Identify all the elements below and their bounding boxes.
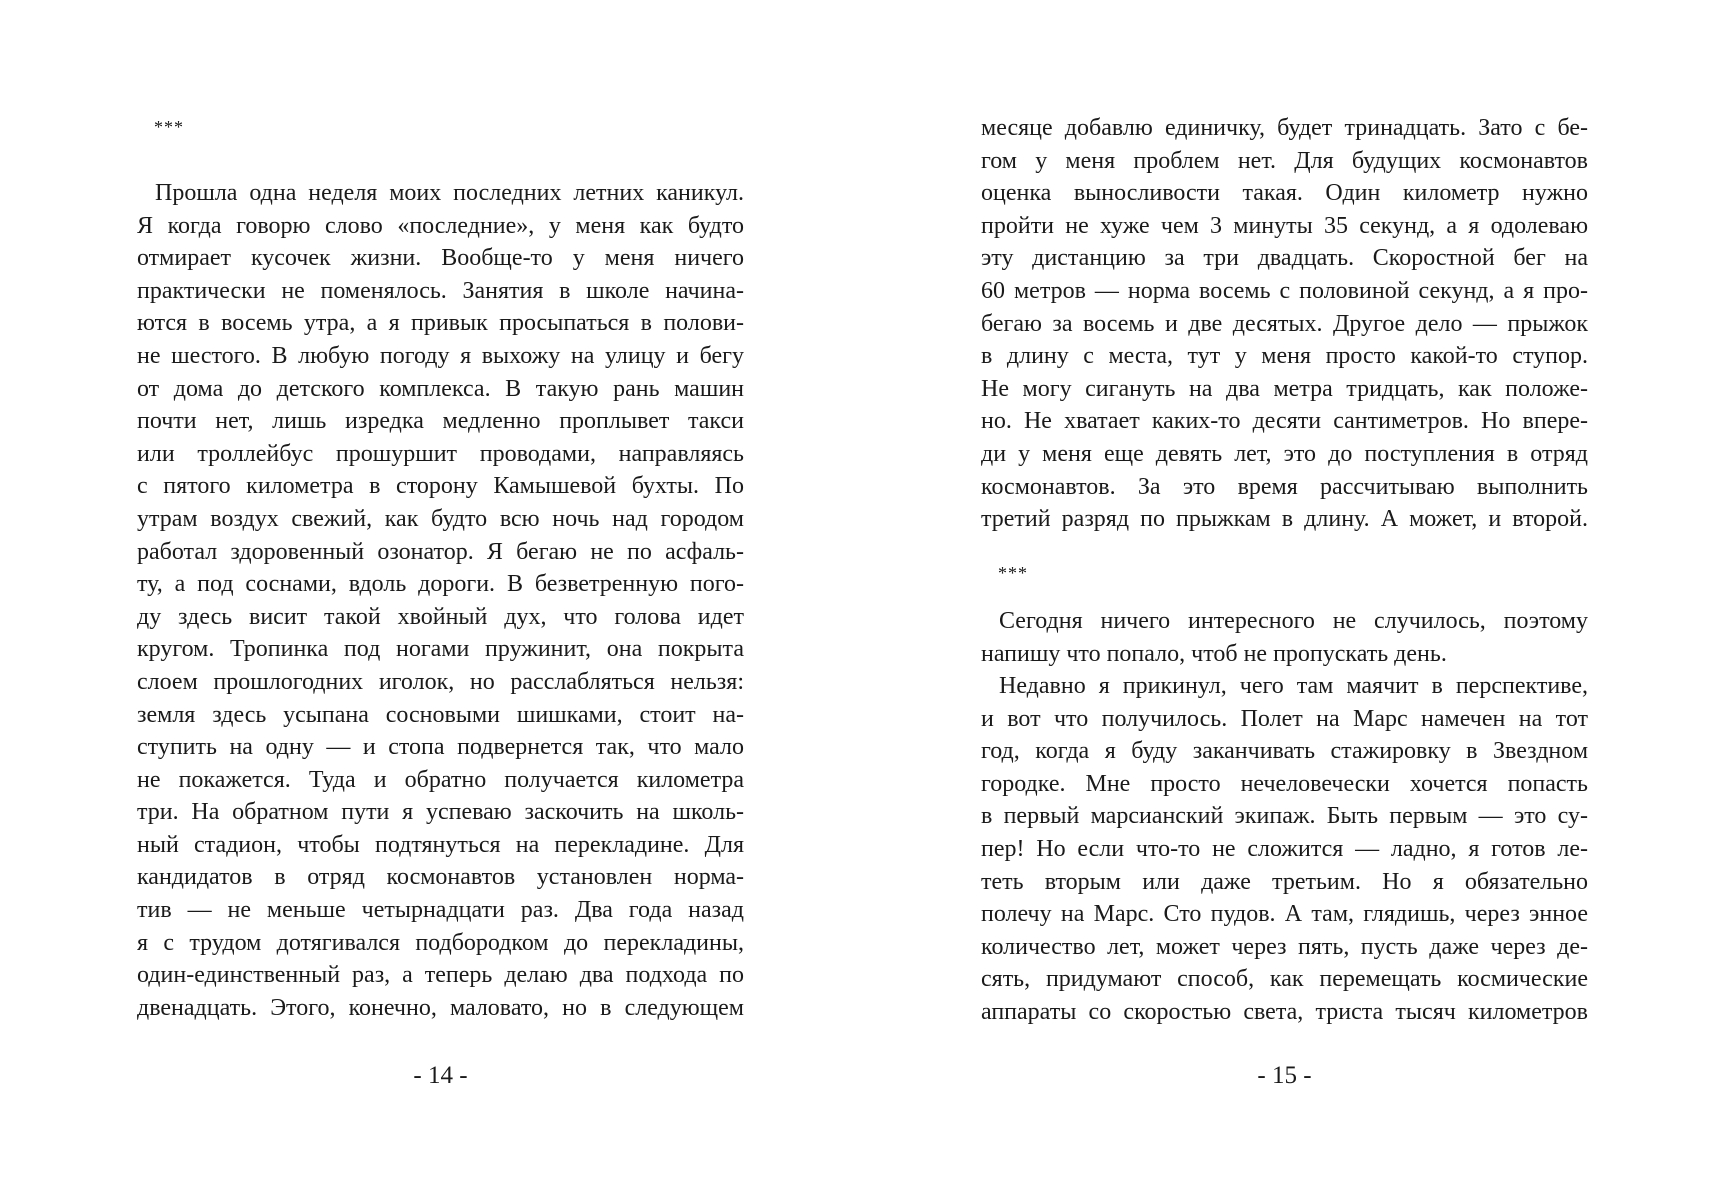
text-line: Не могу сигануть на два метра тридцать, как положе- xyxy=(981,375,1588,402)
text-line: аппараты со скоростью света, триста тысяч километров xyxy=(981,998,1588,1025)
text-line: бегаю за восемь и две десятых. Другое дело — прыжок xyxy=(981,310,1588,337)
text-line: в первый марсианский экипаж. Быть первым — это су- xyxy=(981,803,1588,830)
text-line: три. На обратном пути я успеваю заскочить на школь- xyxy=(137,799,744,826)
text-line: Недавно я прикинул, чего там маячит в перспективе, xyxy=(999,673,1588,699)
text-line: теть вторым или даже третьим. Но я обязательно xyxy=(981,868,1588,895)
text-line: ду здесь висит такой хвойный дух, что голова идет xyxy=(137,603,744,630)
text-line: количество лет, может через пять, пусть даже через де- xyxy=(981,933,1588,960)
text-line: сять, придумают способ, как перемещать космические xyxy=(981,966,1588,993)
text-line: ди у меня еще девять лет, это до поступления в отряд xyxy=(981,440,1588,467)
right-page-paragraph-2 xyxy=(981,605,1588,670)
text-line: полечу на Марс. Сто пудов. А там, глядишь, через энное xyxy=(981,901,1588,928)
left-page-text xyxy=(137,177,744,1024)
text-line: третий разряд по прыжкам в длину. А может, и второй. xyxy=(981,506,1588,533)
text-line: ный стадион, чтобы подтянуться на перекладине. Для xyxy=(137,831,744,858)
text-line: космонавтов. За это время рассчитываю выполнить xyxy=(981,473,1588,500)
text-line: 60 метров — норма восемь с половиной секунд, а я про- xyxy=(981,277,1588,304)
section-separator: *** xyxy=(154,117,184,137)
text-line: отмирает кусочек жизни. Вообще-то у меня ничего xyxy=(137,245,744,272)
right-page-paragraph-continued xyxy=(981,112,1588,536)
text-line: ступить на одну — и стопа подвернется так, что мало xyxy=(137,734,744,761)
text-line: оценка выносливости такая. Один километр нужно xyxy=(981,180,1588,207)
text-line: не шестого. В любую погоду я выхожу на улицу и бегу xyxy=(137,342,744,369)
text-line: напишу что попало, чтоб не пропускать день. xyxy=(981,640,1447,667)
text-line: практически не поменялось. Занятия в школе начина- xyxy=(137,277,744,304)
text-line: или троллейбус прошуршит проводами, направляясь xyxy=(137,440,744,467)
text-line: в длину с места, тут у меня просто какой-то ступор. xyxy=(981,343,1588,370)
text-line: пер! Но если что-то не сложится — ладно, я готов ле- xyxy=(981,835,1588,862)
text-line: Сегодня ничего интересного не случилось, поэтому xyxy=(999,608,1588,634)
text-line: не покажется. Туда и обратно получается километра xyxy=(137,766,744,793)
text-line: городке. Мне просто нечеловечески хочется попасть xyxy=(981,770,1588,797)
text-line: с пятого километра в сторону Камышевой бухты. По xyxy=(137,473,744,500)
text-line: пройти не хуже чем 3 минуты 35 секунд, а я одолеваю xyxy=(981,212,1588,239)
text-line: и вот что получилось. Полет на Марс намечен на тот xyxy=(981,705,1588,732)
text-line: один-единственный раз, а теперь делаю два подхода по xyxy=(137,962,744,989)
text-line: Прошла одна неделя моих последних летних каникул. xyxy=(155,180,744,206)
left-page xyxy=(137,0,744,1181)
right-page xyxy=(981,0,1588,1181)
text-line: Я когда говорю слово «последние», у меня как будто xyxy=(137,212,744,239)
text-line: год, когда я буду заканчивать стажировку в Звездном xyxy=(981,738,1588,765)
text-line: от дома до детского комплекса. В такую рань машин xyxy=(137,375,744,402)
section-separator: *** xyxy=(998,563,1028,583)
page-number: - 14 - xyxy=(413,1062,468,1089)
page-number: - 15 - xyxy=(1257,1062,1312,1089)
text-line: но. Не хватает каких-то десяти сантиметров. Но впере- xyxy=(981,408,1588,435)
text-line: двенадцать. Этого, конечно, маловато, но в следующем xyxy=(137,994,744,1021)
text-line: утрам воздух свежий, как будто всю ночь над городом xyxy=(137,505,744,532)
text-line: кандидатов в отряд космонавтов установлен норма- xyxy=(137,864,744,891)
text-line: ются в восемь утра, а я привык просыпаться в полови- xyxy=(137,310,744,337)
text-line: месяце добавлю единичку, будет тринадцать. Зато с бе- xyxy=(981,115,1588,141)
text-line: тив — не меньше четырнадцати раз. Два года назад xyxy=(137,897,744,924)
text-line: почти нет, лишь изредка медленно проплывет такси xyxy=(137,408,744,435)
text-line: эту дистанцию за три двадцать. Скоростной бег на xyxy=(981,245,1588,272)
text-line: земля здесь усыпана сосновыми шишками, стоит на- xyxy=(137,701,744,728)
text-line: я с трудом дотягивался подбородком до перекладины, xyxy=(137,929,744,956)
text-line: ту, а под соснами, вдоль дороги. В безветренную пого- xyxy=(137,571,744,598)
text-line: кругом. Тропинка под ногами пружинит, она покрыта xyxy=(137,636,744,663)
text-line: слоем прошлогодних иголок, но расслабляться нельзя: xyxy=(137,668,744,695)
text-line: гом у меня проблем нет. Для будущих космонавтов xyxy=(981,147,1588,174)
right-page-paragraph-3 xyxy=(981,670,1588,1029)
text-line: работал здоровенный озонатор. Я бегаю не по асфаль- xyxy=(137,538,744,565)
